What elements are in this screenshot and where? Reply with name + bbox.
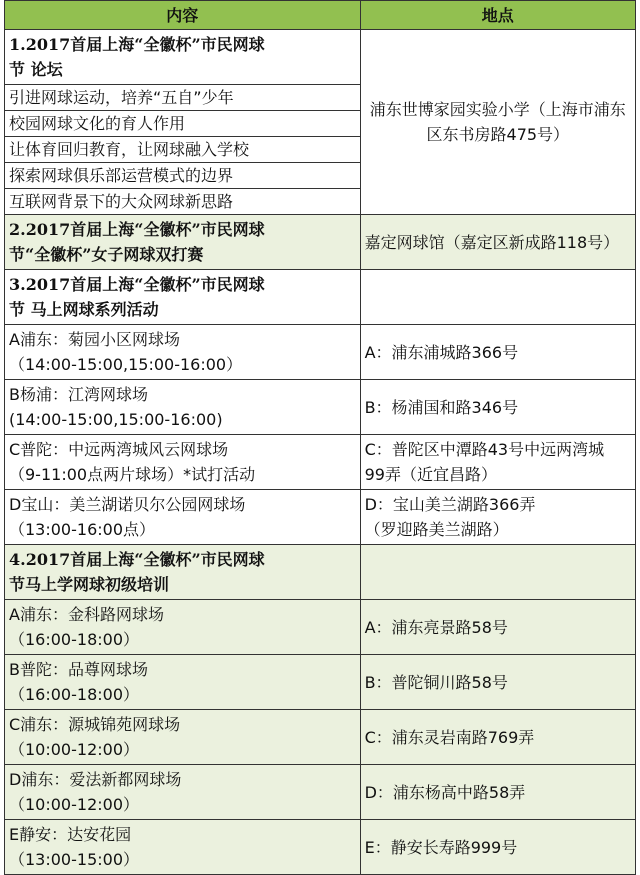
venue-time: （10:00-12:00）	[9, 795, 139, 814]
venue-cell	[5, 325, 361, 380]
section-4-title-row	[5, 545, 636, 600]
venue-address: B：杨浦国和路346号	[360, 380, 635, 435]
section-3-title-row	[5, 270, 636, 325]
forum-topic: 引进网球运动，培养“五自”少年	[5, 85, 361, 111]
schedule-table	[4, 0, 636, 875]
venue-cell	[5, 655, 361, 710]
venue-cell	[5, 710, 361, 765]
header-location: 地点	[360, 1, 635, 30]
section-1-title-row	[5, 30, 636, 85]
venue-cell	[5, 435, 361, 490]
venue-cell	[5, 600, 361, 655]
venue-name: B杨浦：江湾网球场	[9, 385, 148, 404]
venue-address: D：浦东杨高中路58弄	[360, 765, 635, 820]
section-1-title: 1.2017首届上海“全徽杯”市民网球 节 论坛	[5, 30, 361, 85]
venue-address: E：静安长寿路999号	[360, 820, 635, 875]
venue-row	[5, 820, 636, 875]
venue-cell	[5, 490, 361, 545]
venue-time: （16:00-18:00）	[9, 685, 139, 704]
venue-name: C普陀：中远两湾城风云网球场	[9, 440, 229, 459]
venue-name: B普陀：品尊网球场	[9, 660, 148, 679]
venue-time: (14:00-15:00,15:00-16:00)	[9, 410, 223, 429]
venue-row	[5, 380, 636, 435]
venue-row	[5, 325, 636, 380]
table-header-row	[5, 1, 636, 30]
venue-name: A浦东：金科路网球场	[9, 605, 164, 624]
section-1-location: 浦东世博家园实验小学（上海市浦东区东书房路475号）	[360, 30, 635, 215]
section-4-title-location	[360, 545, 635, 600]
venue-row	[5, 435, 636, 490]
venue-time: （10:00-12:00）	[9, 740, 139, 759]
venue-name: E静安：达安花园	[9, 825, 132, 844]
forum-topic: 校园网球文化的育人作用	[5, 111, 361, 137]
venue-time: （9-11:00点两片球场）*试打活动	[9, 465, 256, 484]
venue-name: C浦东：源城锦苑网球场	[9, 715, 181, 734]
venue-address: A：浦东浦城路366号	[360, 325, 635, 380]
venue-name: D宝山：美兰湖诺贝尔公园网球场	[9, 495, 246, 514]
venue-name: D浦东：爱法新都网球场	[9, 770, 182, 789]
venue-cell	[5, 765, 361, 820]
section-2-row	[5, 215, 636, 270]
venue-time: （13:00-15:00）	[9, 850, 139, 869]
section-2-title: 2.2017首届上海“全徽杯”市民网球 节“全徽杯”女子网球双打赛	[5, 215, 361, 270]
venue-address: A：浦东亮景路58号	[360, 600, 635, 655]
venue-name: A浦东：菊园小区网球场	[9, 330, 180, 349]
venue-cell	[5, 820, 361, 875]
venue-row	[5, 710, 636, 765]
forum-topic: 让体育回归教育，让网球融入学校	[5, 137, 361, 163]
venue-address: B：普陀铜川路58号	[360, 655, 635, 710]
venue-cell	[5, 380, 361, 435]
venue-time: （16:00-18:00）	[9, 630, 139, 649]
venue-row	[5, 765, 636, 820]
venue-address: C：浦东灵岩南路769弄	[360, 710, 635, 765]
venue-row	[5, 490, 636, 545]
venue-address: C：普陀区中潭路43号中远两湾城 99弄（近宜昌路）	[360, 435, 635, 490]
venue-address: D：宝山美兰湖路366弄 （罗迎路美兰湖路）	[360, 490, 635, 545]
venue-row	[5, 600, 636, 655]
venue-row	[5, 655, 636, 710]
section-4-title: 4.2017首届上海“全徽杯”市民网球 节马上学网球初级培训	[5, 545, 361, 600]
forum-topic: 探索网球俱乐部运营模式的边界	[5, 163, 361, 189]
section-2-location: 嘉定网球馆（嘉定区新成路118号）	[360, 215, 635, 270]
section-3-title-location	[360, 270, 635, 325]
forum-topic: 互联网背景下的大众网球新思路	[5, 189, 361, 215]
header-content: 内容	[5, 1, 361, 30]
section-3-title: 3.2017首届上海“全徽杯”市民网球 节 马上网球系列活动	[5, 270, 361, 325]
venue-time: （14:00-15:00,15:00-16:00）	[9, 355, 243, 374]
venue-time: （13:00-16:00点）	[9, 520, 155, 539]
